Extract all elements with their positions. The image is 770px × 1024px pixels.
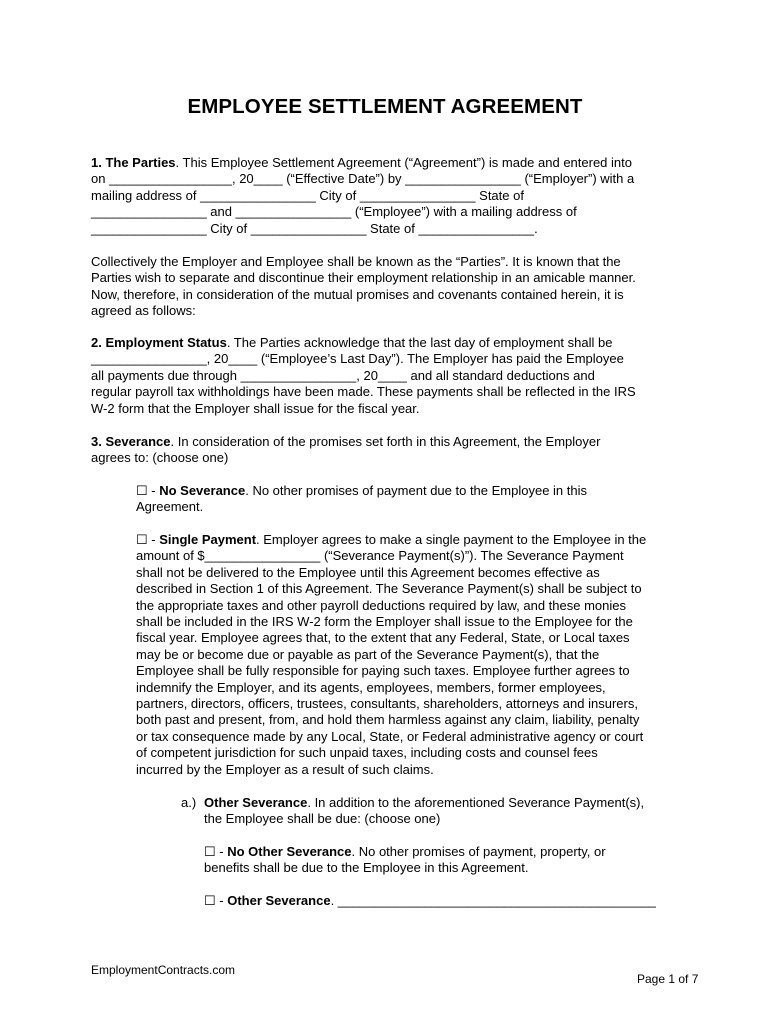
section-heading: 2. Employment Status (91, 335, 227, 350)
checkbox-icon[interactable]: ☐ - (204, 844, 228, 859)
section-body: . The Parties acknowledge that the last day of employment shall be ________________, 20____ (“Employee’s Last Day”). The Employer has paid the Employee all payments due through ________________, 20____ and all standard deductions and regular payroll tax withholdings have been made. These payments shall be reflected in the IRS W-2 form that the Employer shall issue for the fiscal year. (91, 335, 636, 416)
checkbox-icon[interactable]: ☐ - (204, 893, 228, 908)
section-body: . In consideration of the promises set forth in this Agreement, the Employer agrees to: (choose one) (91, 434, 601, 466)
section-heading: 1. The Parties (91, 155, 176, 170)
section-severance (91, 434, 600, 467)
option-label: No Severance (159, 483, 246, 498)
option-no-other-severance (204, 844, 606, 877)
checkbox-icon[interactable]: ☐ - (136, 532, 160, 547)
footer-site: EmploymentContracts.com (91, 963, 236, 977)
sub-item-body: . In addition to the aforementioned Severance Payment(s), the Employee shall be due: (choose one) (204, 795, 645, 827)
option-no-severance (136, 483, 587, 516)
section-parties (91, 155, 634, 237)
option-body: . Employer agrees to make a single payment to the Employee in the amount of $________________ (“Severance Payment(s)”). The Severance Payment shall not be delivered to the Employee until this Agreement becomes effective as described in Section 1 of this Agreement. The Severance Payment(s) shall be subject to the appropriate taxes and other payroll deductions required by law, and these monies shall be included in the IRS W-2 form the Employer shall issue to the Employee for the fiscal year. Employee agrees that, to the extent that any Federal, State, or Local taxes may be or become due or payable as part of the Severance Payment(s), that the Employee shall be fully responsible for paying such taxes. Employee further agrees to indemnify the Employer, and its agents, employees, members, former employees, partners, directors, officers, trustees, consultants, shareholders, attorneys and insurers, both past and present, from, and hold them harmless against any claim, liability, penalty or tax consequence made by any Local, State, or Federal administrative agency or court of competent jurisdiction for such unpaid taxes, including costs and counsel fees incurred by the Employer as a result of such claims. (136, 532, 647, 777)
sub-item-label: Other Severance (204, 795, 308, 810)
footer-page-number: Page 1 of 7 (637, 972, 699, 986)
section-body: . This Employee Settlement Agreement (“Agreement”) is made and entered into on _________________, 20____ (“Effective Date”) by ________________ (“Employer”) with a mailing address of ________________ City of ________________ State of ________________ and ________________ (“Employee”) with a mailing address of ________________ City of ________________ State of ________________. (91, 155, 635, 236)
option-body: . ____________________________________________ (330, 893, 656, 908)
document-title: EMPLOYEE SETTLEMENT AGREEMENT (187, 95, 583, 118)
sub-item-other-severance (204, 795, 644, 828)
sub-item-marker: a.) (181, 795, 197, 810)
option-other-severance (204, 893, 656, 909)
option-body: . No other promises of payment due to the Employee in this Agreement. (136, 483, 588, 515)
option-label: Single Payment (159, 532, 257, 547)
section-employment-status (91, 335, 636, 417)
option-body: . No other promises of payment, property, or benefits shall be due to the Employee in this Agreement. (204, 844, 606, 876)
option-label: Other Severance (227, 893, 331, 908)
checkbox-icon[interactable]: ☐ - (136, 483, 160, 498)
option-label: No Other Severance (227, 844, 352, 859)
option-single-payment (136, 532, 646, 778)
section-heading: 3. Severance (91, 434, 171, 449)
collectively-paragraph: Collectively the Employer and Employee shall be known as the “Parties”. It is known that the Parties wish to separate and discontinue their employment relationship in an amicable manner. Now, therefore, in consideration of the mutual promises and covenants contained herein, it is agreed as follows: (91, 254, 636, 319)
